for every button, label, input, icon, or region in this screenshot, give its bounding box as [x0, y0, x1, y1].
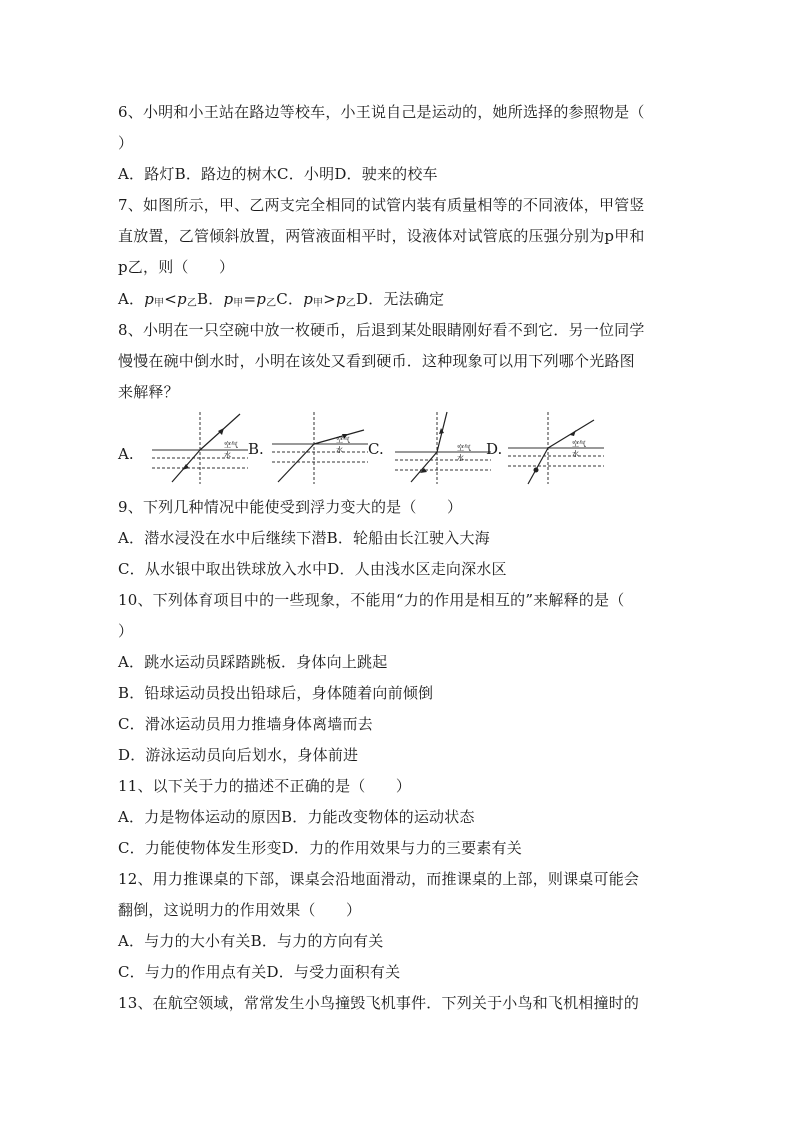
q7-stem-line-3: p乙，则（ ） [118, 258, 235, 276]
q6-stem-line-2: ） [118, 134, 134, 152]
svg-text:水: 水 [224, 451, 231, 459]
q8-diagram-c [395, 410, 491, 486]
q12-options-2: C．与力的作用点有关D．与受力面积有关 [118, 963, 401, 981]
q8-stem-line-1: 8、小明在一只空碗中放一枚硬币，后退到某处眼睛刚好看不到它．另一位同学 [118, 321, 645, 339]
q6-options: A．路灯B．路边的树木C．小明D．驶来的校车 [118, 165, 438, 183]
svg-text:空气: 空气 [457, 444, 471, 452]
svg-text:空气: 空气 [336, 436, 350, 444]
q10-option-d: D．游泳运动员向后划水，身体前进 [118, 746, 359, 764]
q10-option-a: A．跳水运动员踩踏跳板．身体向上跳起 [118, 653, 388, 671]
svg-text:水: 水 [572, 450, 579, 458]
q8-label-d: D. [486, 440, 503, 458]
q7-stem-line-2: 直放置，乙管倾斜放置，两管液面相平时，设液体对试管底的压强分别为p甲和 [118, 227, 645, 245]
q9-options-1: A．潜水浸没在水中后继续下潜B．轮船由长江驶入大海 [118, 529, 490, 547]
svg-text:空气: 空气 [224, 441, 238, 449]
q9-stem: 9、下列几种情况中能使受到浮力变大的是（ ） [118, 498, 463, 516]
q7-stem-line-1: 7、如图所示，甲、乙两支完全相同的试管内装有质量相等的不同液体，甲管竖 [118, 196, 645, 214]
q8-diagram-b [272, 410, 368, 486]
q12-stem-line-1: 12、用力推课桌的下部，课桌会沿地面滑动，而推课桌的上部，则课桌可能会 [118, 870, 640, 888]
q10-stem-line-2: ） [118, 622, 134, 640]
q11-options-2: C．力能使物体发生形变D．力的作用效果与力的三要素有关 [118, 839, 522, 857]
q13-stem-line-1: 13、在航空领域，常常发生小鸟撞毁飞机事件．下列关于小鸟和飞机相撞时的 [118, 994, 640, 1012]
q11-stem: 11、以下关于力的描述不正确的是（ ） [118, 777, 412, 795]
q8-label-c: C. [368, 440, 384, 458]
q8-stem-line-2: 慢慢在碗中倒水时，小明在该处又看到硬币．这种现象可以用下列哪个光路图 [118, 352, 635, 370]
q12-options-1: A．与力的大小有关B．与力的方向有关 [118, 932, 384, 950]
q9-options-2: C．从水银中取出铁球放入水中D．人由浅水区走向深水区 [118, 560, 507, 578]
q12-stem-line-2: 翻倒，这说明力的作用效果（ ） [118, 901, 362, 919]
q8-diagram-d [508, 410, 604, 486]
q10-stem-line-1: 10、下列体育项目中的一些现象，不能用“力的作用是相互的”来解释的是（ [118, 591, 625, 609]
q8-stem-line-3: 来解释？ [118, 383, 179, 401]
svg-text:水: 水 [336, 446, 343, 454]
q8-label-a: A. [118, 445, 134, 463]
q10-option-b: B．铅球运动员投出铅球后，身体随着向前倾倒 [118, 684, 434, 702]
q6-stem-line-1: 6、小明和小王站在路边等校车，小王说自己是运动的，她所选择的参照物是（ [118, 103, 645, 121]
q7-options: A．$p_甲<p_乙B$．$p_甲=p_乙C$．$p_甲>p_乙D$．无法确定 [118, 290, 445, 309]
svg-text:空气: 空气 [572, 440, 586, 448]
q11-options-1: A．力是物体运动的原因B．力能改变物体的运动状态 [118, 808, 475, 826]
q8-diagram-a [152, 410, 248, 486]
svg-text:水: 水 [457, 454, 464, 462]
q8-label-b: B. [248, 440, 264, 458]
q10-option-c: C．滑冰运动员用力推墙身体离墙而去 [118, 715, 373, 733]
